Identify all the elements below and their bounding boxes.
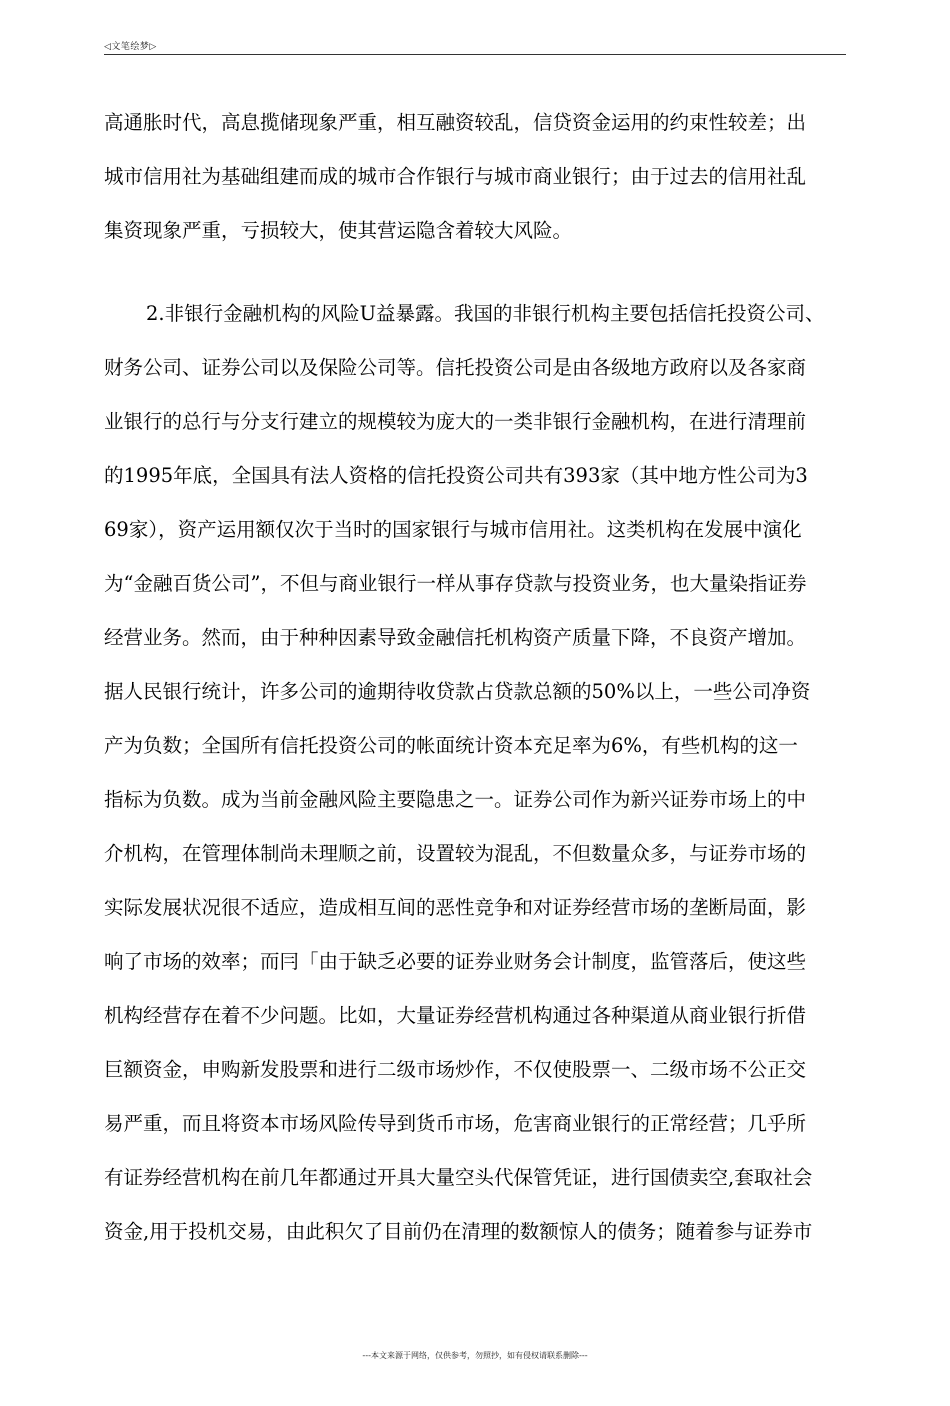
text-line: 指标为负数。成为当前金融风险主要隐患之一。证券公司作为新兴证券市场上的中	[104, 788, 807, 811]
text-line: 经营业务。然而，由于种种因素导致金融信托机构资产质量下降，不良资产增加。	[104, 626, 807, 649]
text-line: 据人民银行统计，许多公司的逾期待收贷款占贷款总额的50%以上，一些公司净资	[104, 680, 811, 703]
text-line: 69家），资产运用额仅次于当时的国家银行与城市信用社。这类机构在发展中演化	[104, 518, 802, 541]
text-line: 财务公司、证券公司以及保险公司等。信托投资公司是由各级地方政府以及各家商	[104, 356, 807, 379]
text-line: 产为负数；全国所有信托投资公司的帐面统计资本充足率为6%，有些机构的这一	[104, 734, 798, 757]
text-line: 2.非银行金融机构的风险U益暴露。我国的非银行机构主要包括信托投资公司、	[146, 302, 825, 325]
text-line: 为“金融百货公司”，不但与商业银行一样从事存贷款与投资业务，也大量染指证券	[104, 572, 807, 595]
header-divider	[104, 54, 846, 55]
text-line: 有证券经营机构在前几年都通过开具大量空头代保管凭证，进行国债卖空,套取社会	[104, 1166, 813, 1189]
text-line: 高通胀时代，高息揽储现象严重，相互融资较乱，信贷资金运用的约束性较差；出	[104, 111, 807, 134]
text-line: 实际发展状况很不适应，造成相互间的恶性竞争和对证券经营市场的垄断局面，影	[104, 896, 807, 919]
text-line: 易严重，而且将资本市场风险传导到货币市场，危害商业银行的正常经营；几乎所	[104, 1112, 807, 1135]
page-header: ◁文笔绘梦▷	[104, 42, 157, 52]
paragraph-2	[104, 287, 849, 1259]
text-line: 资金,用于投机交易，由此积欠了目前仍在清理的数额惊人的债务；随着参与证券市	[104, 1220, 813, 1243]
text-line: 的1995年底，全国具有法人资格的信托投资公司共有393家（其中地方性公司为3	[104, 464, 808, 487]
text-line: 集资现象严重，亏损较大，使其营运隐含着较大风险。	[104, 219, 573, 242]
text-line: 巨额资金，申购新发股票和进行二级市场炒作，不仅使股票一、二级市场不公正交	[104, 1058, 807, 1081]
paragraph-1	[104, 96, 849, 258]
text-line: 机构经营存在着不少问题。比如，大量证券经营机构通过各种渠道从商业银行折借	[104, 1004, 807, 1027]
text-line: 介机构，在管理体制尚未理顺之前，设置较为混乱，不但数量众多，与证券市场的	[104, 842, 807, 865]
page-footer: ---本文来源于网络，仅供参考，勿照抄，如有侵权请联系删除---	[362, 1351, 588, 1360]
text-line: 响了市场的效率；而冃「由于缺乏必要的证券业财务会计制度，监管落后，使这些	[104, 950, 807, 973]
text-line: 城市信用社为基础组建而成的城市合作银行与城市商业银行；由于过去的信用社乱	[104, 165, 807, 188]
text-line: 业银行的总行与分支行建立的规模较为庞大的一类非银行金融机构，在进行清理前	[104, 410, 807, 433]
